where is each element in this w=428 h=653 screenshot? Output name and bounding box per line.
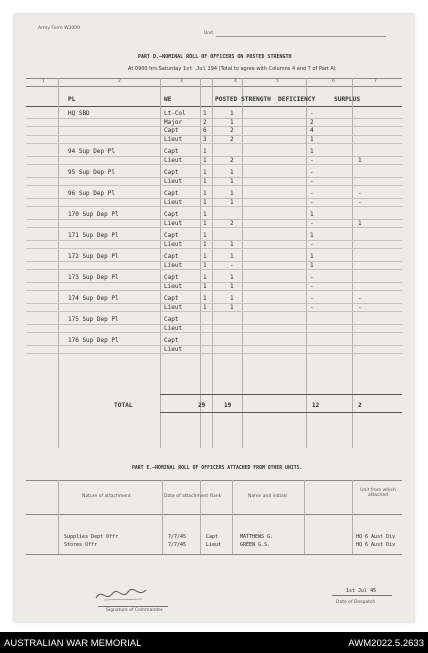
unit-name: 176 Sup Dep Pl	[68, 337, 119, 344]
rank: Lieut	[164, 135, 183, 143]
rank: Lieut	[164, 303, 183, 311]
posted-value: 1	[230, 295, 234, 302]
we-value: 1	[203, 148, 207, 155]
posted-value: 1	[230, 118, 234, 126]
part-e-v5	[304, 480, 305, 554]
part-e-date-value: 7/7/45	[168, 534, 187, 540]
totals-bottom-rule	[160, 412, 402, 413]
army-form-label: Army Form W3009	[38, 26, 80, 31]
unit-name: 175 Sup Dep Pl	[68, 316, 119, 323]
unit-name: 174 Sup Dep Pl	[68, 295, 119, 302]
grid-v-2	[160, 78, 161, 448]
we-value: 1	[203, 110, 207, 117]
deficiency-value: -	[310, 177, 314, 185]
totals-top-rule	[160, 394, 402, 395]
part-e-date-value: 7/7/45	[168, 542, 187, 548]
row-rule	[26, 206, 402, 207]
grid-v-4	[212, 78, 213, 448]
footer-right: AWM2022.5.2633	[348, 638, 424, 649]
surplus-value: -	[358, 198, 362, 206]
signature-rule	[98, 606, 168, 607]
part-e-nature-value: Stores Offr	[64, 542, 98, 548]
part-e-name-value: GREEN G.S.	[240, 542, 271, 548]
total-deficiency: 12	[312, 402, 320, 409]
part-e-title: PART E.—NOMINAL ROLL OF OFFICERS ATTACHED FROM OTHER UNITS.	[132, 466, 303, 471]
deficiency-value: -	[310, 303, 314, 311]
part-e-v1	[58, 480, 59, 554]
signature-scribble	[94, 586, 154, 604]
unit-name: 171 Sup Dep Pl	[68, 232, 119, 239]
row-rule	[26, 345, 402, 346]
row-rule	[26, 118, 402, 119]
rank: Capt	[164, 148, 179, 155]
part-e-v4	[232, 480, 233, 554]
part-e-v2	[162, 480, 163, 554]
posted-value: 1	[230, 169, 234, 176]
date-suffix: (Total to agree with Columns 4 and 7 of Part A)	[218, 66, 336, 72]
rank: Lieut	[164, 219, 183, 227]
unit-name: 172 Sup Dep Pl	[68, 253, 119, 260]
col-num-3: 3	[180, 79, 183, 84]
row-rule	[26, 156, 402, 157]
rank: Capt	[164, 232, 179, 239]
surplus-value: -	[358, 295, 362, 302]
unit-name: 96 Sup Dep Pl	[68, 190, 115, 197]
part-e-nature-value: Supplies Dept Offr	[64, 534, 119, 540]
part-e-v3	[200, 480, 201, 554]
part-e-rank-value: Capt	[206, 534, 219, 540]
grid-v-5	[242, 78, 243, 448]
date-line	[128, 66, 336, 72]
deficiency-value: -	[310, 190, 314, 197]
row-rule	[26, 164, 402, 165]
row-rule	[26, 311, 402, 312]
we-value: 1	[203, 240, 207, 248]
deficiency-value: -	[310, 240, 314, 248]
row-rule	[26, 240, 402, 241]
rank: Lt-Col	[164, 110, 186, 117]
rank: Capt	[164, 337, 179, 344]
despatch-date-label: Date of Despatch	[336, 600, 376, 605]
posted-value: 1	[230, 253, 234, 260]
rank: Capt	[164, 190, 179, 197]
deficiency-value: 1	[310, 253, 314, 260]
posted-value: -	[230, 261, 234, 269]
rank: Capt	[164, 316, 179, 323]
posted-value: 2	[230, 219, 234, 227]
unit-name: 95 Sup Dep Pl	[68, 169, 115, 176]
rank: Lieut	[164, 198, 183, 206]
date-value: 1st Jul	[182, 66, 206, 72]
row-rule	[26, 282, 402, 283]
total-surplus: 2	[358, 402, 362, 409]
part-e-col-unit: Unit from which attached	[360, 488, 396, 498]
posted-value: 1	[230, 303, 234, 311]
deficiency-value: -	[310, 295, 314, 302]
deficiency-value: 1	[310, 148, 314, 155]
row-rule	[26, 248, 402, 249]
table-numbers-rule	[26, 86, 402, 87]
total-label: TOTAL	[114, 402, 133, 409]
unit-underline	[216, 36, 386, 37]
rank: Capt	[164, 274, 179, 281]
rank: Capt	[164, 211, 179, 218]
part-e-col-rank: Rank	[210, 494, 222, 499]
total-we: 29	[198, 402, 206, 409]
we-value: 1	[203, 282, 207, 290]
we-value: 1	[203, 232, 207, 239]
we-value: 1	[203, 156, 207, 164]
document-page	[14, 14, 414, 622]
we-value: 3	[203, 135, 207, 143]
rank: Capt	[164, 253, 179, 260]
row-rule	[26, 269, 402, 270]
rank: Lieut	[164, 156, 183, 164]
rank: Capt	[164, 295, 179, 302]
posted-value: 1	[230, 240, 234, 248]
table-top-rule	[26, 78, 402, 79]
row-rule	[26, 126, 402, 127]
rank: Major	[164, 118, 183, 126]
we-value: 1	[203, 303, 207, 311]
header-we: WE	[164, 96, 172, 103]
deficiency-value: -	[310, 274, 314, 281]
deficiency-value: 1	[310, 261, 314, 269]
grid-v-7	[352, 78, 353, 448]
row-rule	[26, 261, 402, 262]
rank: Lieut	[164, 324, 183, 332]
posted-value: 2	[230, 127, 234, 134]
part-e-v6	[352, 480, 353, 554]
posted-value: 1	[230, 282, 234, 290]
we-value: 1	[203, 274, 207, 281]
surplus-value: 1	[358, 219, 362, 227]
table-header-rule	[26, 106, 402, 107]
we-value: 1	[203, 211, 207, 218]
grid-v-3	[200, 78, 201, 448]
col-num-1: 1	[42, 79, 45, 84]
deficiency-value: 1	[310, 211, 314, 218]
deficiency-value: -	[310, 110, 314, 117]
posted-value: 1	[230, 190, 234, 197]
header-deficiency: DEFICIENCY	[278, 96, 316, 103]
deficiency-value: 4	[310, 127, 314, 134]
unit-label: Unit	[204, 31, 214, 36]
deficiency-value: 1	[310, 135, 314, 143]
grid-v-6	[306, 78, 307, 448]
part-e-header-rule	[26, 514, 402, 515]
row-rule	[26, 177, 402, 178]
we-value: 1	[203, 253, 207, 260]
row-rule	[26, 303, 402, 304]
we-value: 6	[203, 127, 207, 134]
we-value: 1	[203, 261, 207, 269]
year-prefix: 194	[207, 66, 218, 72]
row-rule	[26, 324, 402, 325]
header-pl: PL	[68, 96, 76, 103]
rank: Lieut	[164, 345, 183, 353]
we-value: 1	[203, 169, 207, 176]
deficiency-value: 2	[310, 118, 314, 126]
posted-value: 1	[230, 274, 234, 281]
deficiency-value: -	[310, 169, 314, 176]
part-e-col-nature: Nature of attachment	[82, 494, 131, 499]
deficiency-value: 1	[310, 232, 314, 239]
surplus-value: -	[358, 190, 362, 197]
rank: Capt	[164, 127, 179, 134]
part-e-col-name: Name and initials	[248, 494, 288, 499]
part-e-name-value: MATTHEWS G.	[240, 534, 274, 540]
despatch-date: 1st Jul 45	[346, 588, 377, 594]
footer-left: AUSTRALIAN WAR MEMORIAL	[4, 638, 142, 649]
col-num-2: 2	[118, 79, 121, 84]
rank: Lieut	[164, 261, 183, 269]
rank: Lieut	[164, 177, 183, 185]
deficiency-value: -	[310, 198, 314, 206]
header-posted-strength: POSTED STRENGTH	[215, 96, 271, 103]
grid-v-1	[58, 78, 59, 448]
deficiency-value: -	[310, 156, 314, 164]
deficiency-value: -	[310, 282, 314, 290]
col-num-6: 6	[332, 79, 335, 84]
row-rule	[26, 135, 402, 136]
header-surplus: SURPLUS	[334, 96, 361, 103]
deficiency-value: -	[310, 219, 314, 227]
unit-name: 173 Sup Dep Pl	[68, 274, 119, 281]
unit-name: 170 Sup Dep Pl	[68, 211, 119, 218]
row-rule	[26, 227, 402, 228]
total-posted: 19	[224, 402, 232, 409]
row-rule	[26, 185, 402, 186]
posted-value: 1	[230, 110, 234, 117]
date-line-prefix: At 0900 hrs Saturday	[128, 66, 182, 72]
posted-value: 2	[230, 156, 234, 164]
row-rule	[26, 219, 402, 220]
part-d-title: PART D.—NOMINAL ROLL OF OFFICERS ON POSTED STRENGTH	[138, 54, 292, 60]
rank: Lieut	[164, 282, 183, 290]
surplus-value: -	[358, 303, 362, 311]
col-num-5: 5	[276, 79, 279, 84]
we-value: 1	[203, 219, 207, 227]
unit-name: HQ SBD	[68, 110, 90, 117]
col-num-4: 4	[234, 79, 237, 84]
row-rule	[26, 198, 402, 199]
row-rule	[26, 332, 402, 333]
col-num-7: 7	[374, 79, 377, 84]
archive-footer	[0, 632, 428, 653]
part-e-unit-value: HQ 6 Aust Div	[356, 534, 396, 540]
posted-value: 1	[230, 177, 234, 185]
we-value: 2	[203, 118, 207, 126]
we-value: 1	[203, 190, 207, 197]
surplus-value: 1	[358, 156, 362, 164]
rank: Capt	[164, 169, 179, 176]
row-rule	[26, 290, 402, 291]
unit-name: 94 Sup Dep Pl	[68, 148, 115, 155]
posted-value: 2	[230, 135, 234, 143]
part-e-bottom-rule	[26, 554, 402, 555]
part-e-rank-value: Lieut	[206, 542, 222, 548]
part-e-col-date: Date of attachment	[164, 494, 209, 499]
part-e-unit-value: HQ 6 Aust Div	[356, 542, 396, 548]
we-value: 1	[203, 177, 207, 185]
part-e-top-rule	[26, 480, 402, 481]
posted-value: 1	[230, 198, 234, 206]
we-value: 1	[203, 198, 207, 206]
row-rule	[26, 143, 402, 144]
rank: Lieut	[164, 240, 183, 248]
despatch-rule	[332, 595, 392, 596]
signature-label: Signature of Commander	[106, 608, 163, 613]
we-value: 1	[203, 295, 207, 302]
row-rule	[26, 353, 402, 354]
